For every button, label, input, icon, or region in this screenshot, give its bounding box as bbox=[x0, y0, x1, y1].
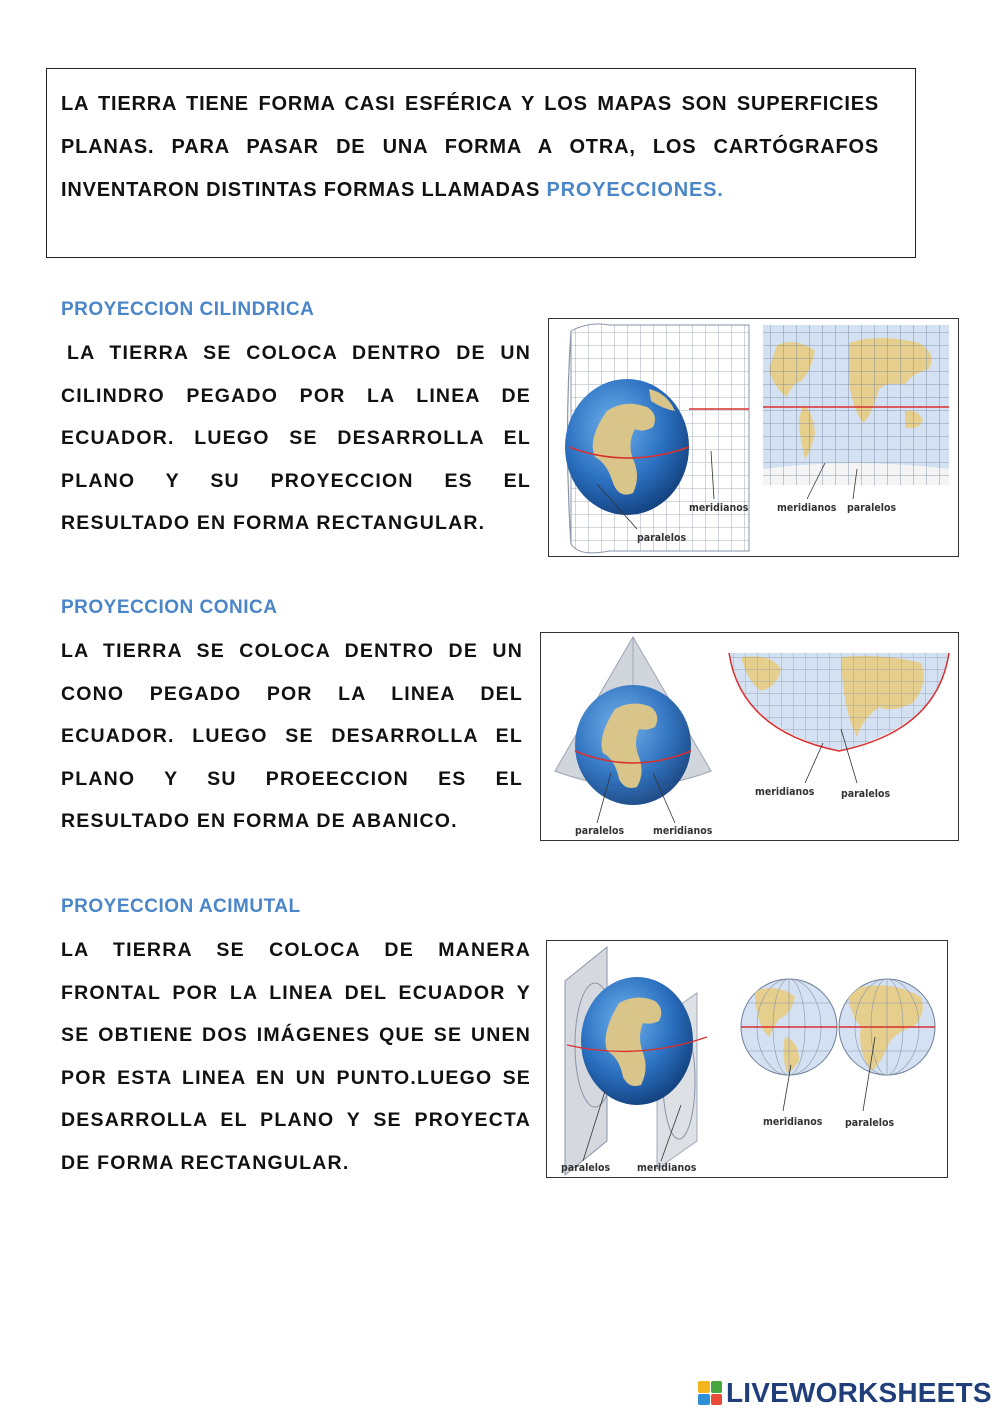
globe-image bbox=[575, 685, 691, 805]
intro-highlight: PROYECCIONES. bbox=[546, 179, 724, 201]
cylindrical-figure bbox=[548, 318, 959, 557]
conic-title: PROYECCION CONICA bbox=[61, 597, 278, 618]
label-meridianos-map: meridianos bbox=[755, 786, 815, 798]
azimuthal-title: PROYECCION ACIMUTAL bbox=[61, 896, 301, 917]
cylindrical-illustration bbox=[549, 319, 958, 556]
label-paralelos: paralelos bbox=[575, 825, 625, 837]
label-paralelos: paralelos bbox=[561, 1162, 611, 1174]
label-paralelos-map: paralelos bbox=[845, 1117, 895, 1129]
cylindrical-map bbox=[763, 325, 949, 485]
label-meridianos-map: meridianos bbox=[777, 502, 837, 514]
conic-illustration bbox=[541, 633, 958, 840]
label-meridianos: meridianos bbox=[637, 1162, 697, 1174]
label-paralelos: paralelos bbox=[637, 532, 687, 544]
globe-image bbox=[565, 379, 689, 515]
intro-paragraph bbox=[61, 83, 879, 212]
liveworksheets-brand bbox=[698, 1378, 992, 1408]
conic-figure bbox=[540, 632, 959, 841]
azimuthal-illustration bbox=[547, 941, 947, 1177]
label-paralelos-map: paralelos bbox=[847, 502, 897, 514]
label-paralelos-map: paralelos bbox=[841, 788, 891, 800]
cylindrical-title: PROYECCION CILINDRICA bbox=[61, 299, 315, 320]
azimuthal-body: LA TIERRA SE COLOCA DE MANERA FRONTAL POR LA LINEA DEL ECUADOR Y SE OBTIENE DOS IMÁGENES QUE SE UNEN POR ESTA LINEA EN UN PUNTO.LUEGO SE DESARROLLA EL PLANO Y SE PROYECTA DE FORMA RECTANGULAR. bbox=[61, 939, 531, 1174]
hemisphere-right bbox=[839, 979, 935, 1075]
brand-name: LIVEWORKSHEETS bbox=[726, 1377, 992, 1408]
intro-text: LA TIERRA TIENE FORMA CASI ESFÉRICA Y LOS MAPAS SON SUPERFICIES PLANAS. PARA PASAR DE UNA FORMA A OTRA, LOS CARTÓGRAFOS INVENTARON DISTINTAS FORMAS LLAMADAS bbox=[61, 93, 879, 201]
intro-box bbox=[46, 68, 916, 258]
label-meridianos: meridianos bbox=[689, 502, 749, 514]
conic-body: LA TIERRA SE COLOCA DENTRO DE UN CONO PEGADO POR LA LINEA DEL ECUADOR. LUEGO SE DESARROLLA EL PLANO Y SU PROEECCION ES EL RESULTADO EN FORMA DE ABANICO. bbox=[61, 640, 523, 833]
azimuthal-figure bbox=[546, 940, 948, 1178]
label-meridianos: meridianos bbox=[653, 825, 713, 837]
conic-map bbox=[729, 653, 949, 751]
liveworksheets-logo-icon bbox=[698, 1381, 722, 1405]
label-meridianos-map: meridianos bbox=[763, 1116, 823, 1128]
cylindrical-body: LA TIERRA SE COLOCA DENTRO DE UN CILINDRO PEGADO POR LA LINEA DE ECUADOR. LUEGO SE DESARROLLA EL PLANO Y SU PROYECCION ES EL RESULTADO EN FORMA RECTANGULAR. bbox=[61, 342, 531, 535]
hemisphere-left bbox=[741, 979, 837, 1075]
